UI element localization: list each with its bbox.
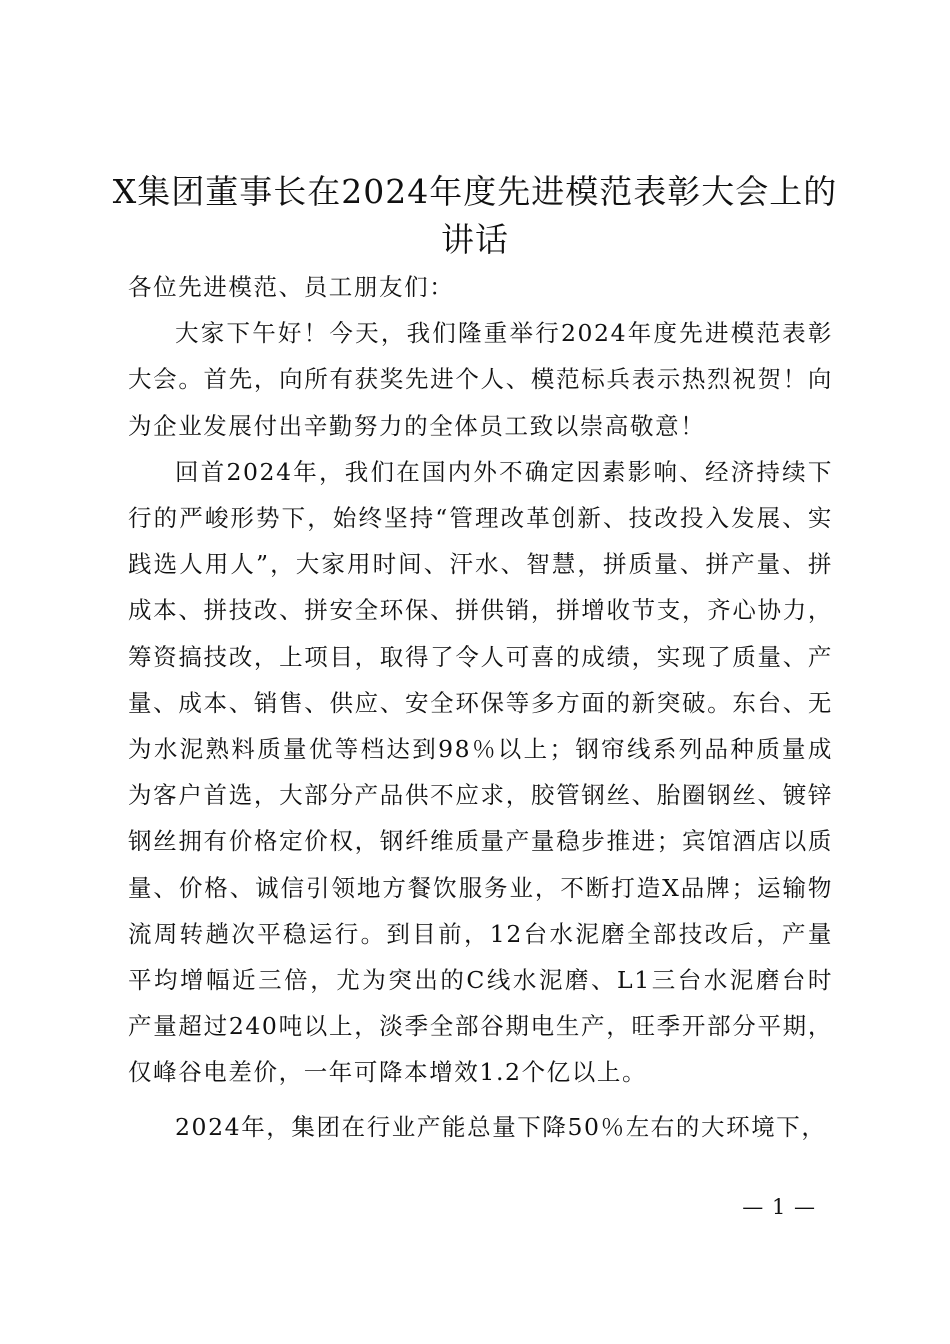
- paragraph-3: 2024年，集团在行业产能总量下降50％左右的大环境下，: [175, 1112, 827, 1141]
- document-title: X集团董事长在2024年度先进模范表彰大会上的讲话: [112, 172, 838, 259]
- paragraph-1: 大家下午好！今天，我们隆重举行2024年度先进模范表彰大会。首先，向所有获奖先进个人、模范标兵表示热烈祝贺！向为企业发展付出辛勤努力的全体员工致以崇高敬意！: [128, 319, 833, 440]
- paragraph-2: 回首2024年，我们在国内外不确定因素影响、经济持续下行的严峻形势下，始终坚持“管理改革创新、技改投入发展、实践选人用人”，大家用时间、汗水、智慧，拼质量、拼产量、拼成本、拼技改、拼安全环保、拼供销，拼增收节支，齐心协力，筹资搞技改，上项目，取得了令人可喜的成绩，实现了质量、产量、成本、销售、供应、安全环保等多方面的新突破。东台、无为水泥熟料质量优等档达到98％以上；钢帘线系列品种质量成为客户首选，大部分产品供不应求，胶管钢丝、胎圈钢丝、镀锌钢丝拥有价格定价权，钢纤维质量产量稳步推进；宾馆酒店以质量、价格、诚信引领地方餐饮服务业，不断打造X品牌；运输物流周转趟次平稳运行。到目前，12台水泥磨全部技改后，产量平均增幅近三倍，尤为突出的C线水泥磨、L1三台水泥磨台时产量超过240吨以上，淡季全部谷期电生产，旺季开部分平期，仅峰谷电差价，一年可降本增效1.2个亿以上。: [128, 457, 833, 1087]
- salutation: 各位先进模范、员工朋友们：: [128, 273, 455, 301]
- document-body: [128, 264, 833, 1150]
- page-number: — 1 —: [742, 1195, 816, 1219]
